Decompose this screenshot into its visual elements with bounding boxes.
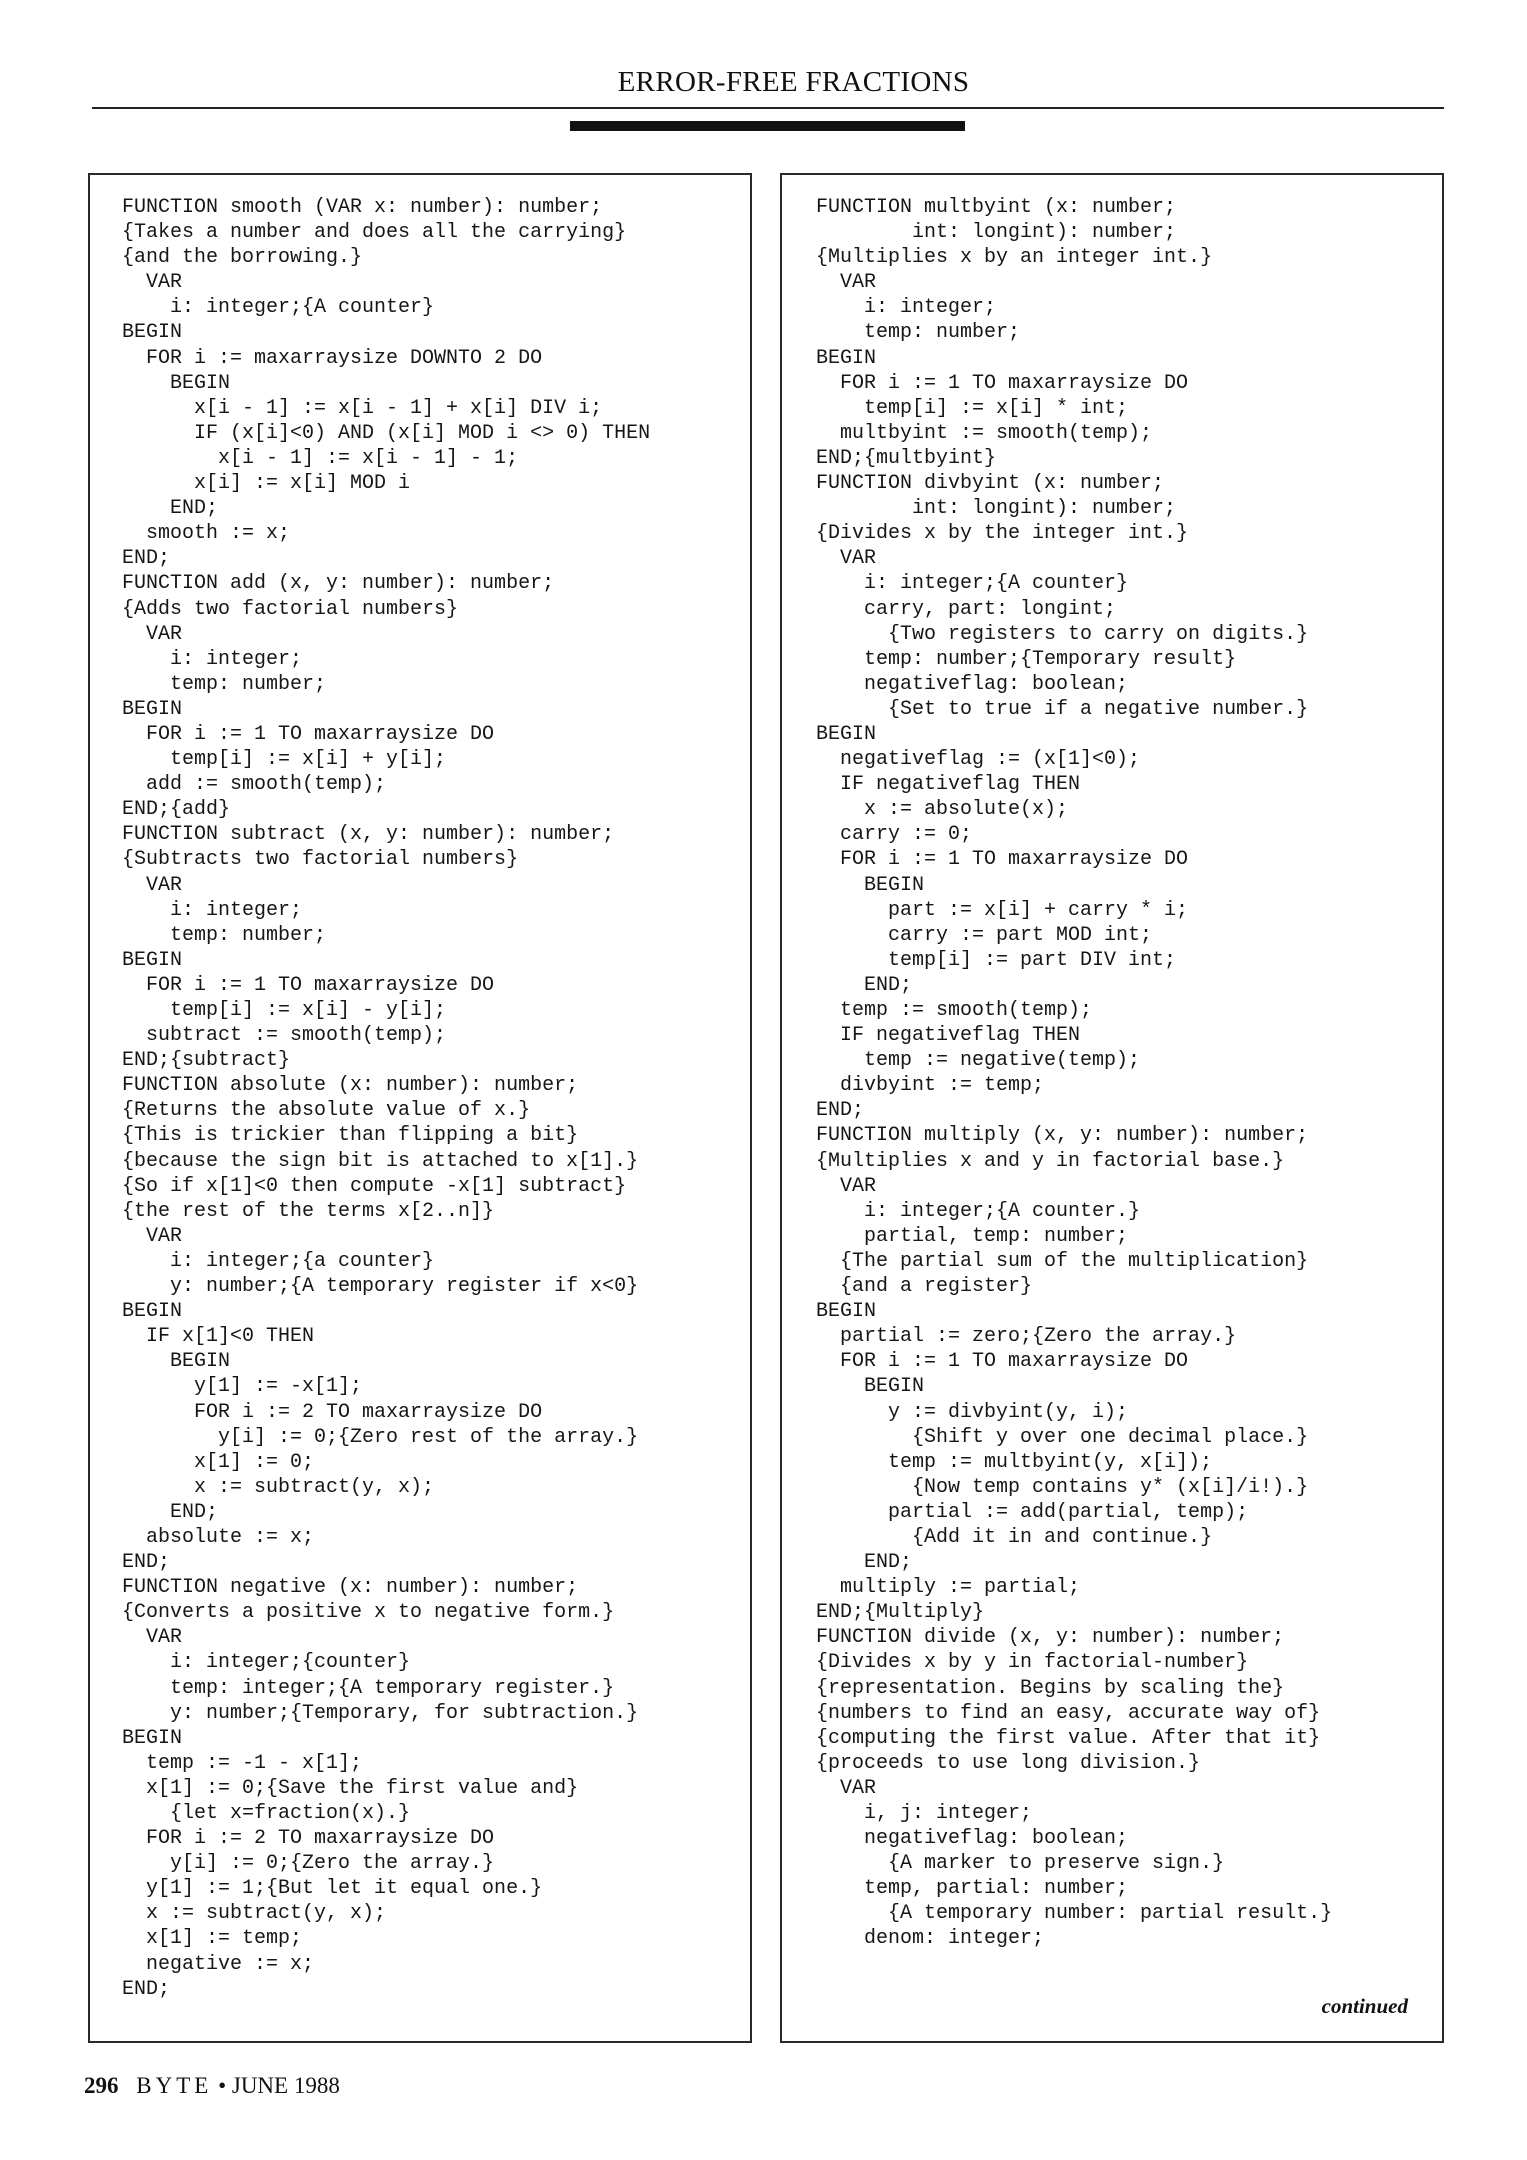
code-line: END;{add} <box>122 798 231 822</box>
code-line: {the rest of the terms x[2..n]} <box>122 1199 495 1223</box>
code-line: BEGIN <box>816 722 877 746</box>
code-line: temp: number;{Temporary result} <box>816 647 1237 671</box>
code-line: y[i] := 0;{Zero rest of the array.} <box>122 1425 639 1449</box>
code-line: i: integer;{A counter.} <box>816 1199 1141 1223</box>
code-line: FUNCTION subtract (x, y: number): number; <box>122 823 615 847</box>
code-line: END; <box>122 1500 219 1524</box>
continued-label: continued <box>1321 1994 1408 2018</box>
code-line: {let x=fraction(x).} <box>122 1802 411 1825</box>
code-line: END;{Multiply} <box>816 1601 985 1625</box>
code-line: FOR i := 1 TO maxarraysize DO <box>122 973 495 997</box>
code-line: y: number;{A temporary register if x<0} <box>122 1275 639 1299</box>
code-line: x := subtract(y, x); <box>122 1902 387 1926</box>
code-line: FOR i := 1 TO maxarraysize DO <box>816 371 1189 395</box>
header-accent-bar <box>570 121 965 131</box>
code-line: {numbers to find an easy, accurate way of} <box>816 1701 1321 1725</box>
code-line: divbyint := temp; <box>816 1074 1045 1098</box>
code-line: smooth := x; <box>122 522 291 546</box>
code-line: partial := zero;{Zero the array.} <box>816 1325 1237 1349</box>
code-line: FUNCTION multbyint (x: number; <box>816 196 1177 219</box>
issue-date: JUNE 1988 <box>231 2073 340 2098</box>
code-line: temp := multbyint(y, x[i]); <box>816 1450 1213 1474</box>
code-line: int: longint): number; <box>816 221 1177 245</box>
code-line: int: longint): number; <box>816 497 1177 521</box>
code-line: i: integer;{counter} <box>122 1651 411 1675</box>
code-line: END; <box>816 1551 913 1575</box>
code-line: IF (x[i]<0) AND (x[i] MOD i <> 0) THEN <box>122 421 651 445</box>
page-title: ERROR-FREE FRACTIONS <box>617 66 970 98</box>
code-line: {Set to true if a negative number.} <box>816 697 1309 721</box>
code-line: i: integer; <box>122 898 303 922</box>
code-line: part := x[i] + carry * i; <box>816 898 1189 922</box>
code-line: x[i - 1] := x[i - 1] - 1; <box>122 446 519 470</box>
code-line: temp := -1 - x[1]; <box>122 1751 363 1775</box>
code-line: {Subtracts two factorial numbers} <box>122 848 519 872</box>
page-number: 296 <box>84 2073 119 2098</box>
code-line: VAR <box>122 271 183 295</box>
code-line: VAR <box>816 1776 877 1800</box>
code-line: {The partial sum of the multiplication} <box>816 1249 1309 1273</box>
code-line: {Multiplies x by an integer int.} <box>816 246 1213 270</box>
code-line: END; <box>122 547 171 571</box>
code-line: BEGIN <box>816 346 877 370</box>
code-line: END;{subtract} <box>122 1049 291 1073</box>
code-line: END; <box>816 973 913 997</box>
code-line: temp: integer;{A temporary register.} <box>122 1676 615 1700</box>
code-line: y := divbyint(y, i); <box>816 1400 1129 1424</box>
code-line: FOR i := 2 TO maxarraysize DO <box>122 1827 495 1851</box>
code-line: {Add it in and continue.} <box>816 1525 1213 1549</box>
code-line: {proceeds to use long division.} <box>816 1751 1201 1775</box>
code-line: negativeflag: boolean; <box>816 672 1129 696</box>
code-line: add := smooth(temp); <box>122 773 387 797</box>
code-line: y: number;{Temporary, for subtraction.} <box>122 1701 639 1725</box>
code-line: i: integer; <box>816 296 997 320</box>
code-line: x[i - 1] := x[i - 1] + x[i] DIV i; <box>122 396 603 420</box>
code-listing-right-panel <box>780 173 1444 2043</box>
code-line: partial, temp: number; <box>816 1224 1129 1248</box>
code-line: i: integer;{A counter} <box>816 572 1129 596</box>
code-line: FOR i := 1 TO maxarraysize DO <box>816 1350 1189 1374</box>
code-line: BEGIN <box>122 321 183 345</box>
code-line: i, j: integer; <box>816 1802 1033 1825</box>
code-line: {So if x[1]<0 then compute -x[1] subtract} <box>122 1174 627 1198</box>
code-line: partial := add(partial, temp); <box>816 1500 1249 1524</box>
code-line: VAR <box>816 547 877 571</box>
code-line: {Takes a number and does all the carrying} <box>122 221 627 245</box>
code-line: {This is trickier than flipping a bit} <box>122 1124 579 1148</box>
code-line: temp[i] := x[i] - y[i]; <box>122 999 447 1022</box>
code-line: BEGIN <box>816 873 925 897</box>
code-line: y[i] := 0;{Zero the array.} <box>122 1852 495 1876</box>
code-line: IF negativeflag THEN <box>816 773 1081 797</box>
code-line: temp: number; <box>816 321 1021 345</box>
code-line: i: integer;{A counter} <box>122 296 435 320</box>
code-line: subtract := smooth(temp); <box>122 1024 447 1048</box>
code-line: {because the sign bit is attached to x[1].} <box>122 1149 639 1173</box>
code-line: i: integer; <box>122 647 303 671</box>
code-line: multbyint := smooth(temp); <box>816 421 1153 445</box>
code-line: {computing the first value. After that it} <box>816 1726 1321 1750</box>
code-line: {representation. Begins by scaling the} <box>816 1676 1285 1700</box>
code-line: {Divides x by y in factorial-number} <box>816 1651 1249 1675</box>
code-line: temp := smooth(temp); <box>816 999 1093 1022</box>
code-line: temp: number; <box>122 923 327 947</box>
footer-separator: • <box>218 2073 227 2098</box>
code-line: BEGIN <box>122 948 183 972</box>
code-line: END; <box>122 1551 171 1575</box>
code-line: {A marker to preserve sign.} <box>816 1852 1225 1876</box>
code-line: FUNCTION add (x, y: number): number; <box>122 572 555 596</box>
header-rule <box>92 107 1444 109</box>
code-line: absolute := x; <box>122 1525 315 1549</box>
code-line: BEGIN <box>122 1726 183 1750</box>
code-line: BEGIN <box>122 371 231 395</box>
code-line: multiply := partial; <box>816 1576 1081 1600</box>
page-footer <box>84 2073 340 2099</box>
code-listing-left <box>122 195 650 2002</box>
code-line: temp, partial: number; <box>816 1877 1129 1901</box>
code-line: BEGIN <box>122 1350 231 1374</box>
code-line: {Two registers to carry on digits.} <box>816 622 1309 646</box>
code-line: {Converts a positive x to negative form.} <box>122 1601 615 1625</box>
code-listing-left-panel <box>88 173 752 2043</box>
code-line: {A temporary number: partial result.} <box>816 1902 1333 1926</box>
code-line: FOR i := 2 TO maxarraysize DO <box>122 1400 543 1424</box>
code-line: x := subtract(y, x); <box>122 1475 435 1499</box>
code-line: FUNCTION divbyint (x: number; <box>816 472 1165 496</box>
code-line: VAR <box>122 873 183 897</box>
code-line: {Adds two factorial numbers} <box>122 597 459 621</box>
code-line: BEGIN <box>816 1300 877 1324</box>
code-line: {Shift y over one decimal place.} <box>816 1425 1309 1449</box>
code-line: FUNCTION multiply (x, y: number): number; <box>816 1124 1309 1148</box>
code-line: BEGIN <box>122 1300 183 1324</box>
code-line: y[1] := -x[1]; <box>122 1375 363 1399</box>
code-line: END; <box>122 497 219 521</box>
code-line: {Now temp contains y* (x[i]/i!).} <box>816 1475 1309 1499</box>
code-line: x[1] := 0;{Save the first value and} <box>122 1776 579 1800</box>
code-line: y[1] := 1;{But let it equal one.} <box>122 1877 543 1901</box>
code-line: FOR i := 1 TO maxarraysize DO <box>816 848 1189 872</box>
code-line: FUNCTION smooth (VAR x: number): number; <box>122 196 603 219</box>
code-line: x[i] := x[i] MOD i <box>122 472 411 496</box>
code-line: FOR i := 1 TO maxarraysize DO <box>122 722 495 746</box>
code-line: END; <box>816 1099 865 1123</box>
code-line: temp[i] := x[i] * int; <box>816 396 1129 420</box>
code-line: denom: integer; <box>816 1927 1045 1951</box>
code-line: temp[i] := part DIV int; <box>816 948 1177 972</box>
code-line: carry := part MOD int; <box>816 923 1153 947</box>
code-line: IF negativeflag THEN <box>816 1024 1081 1048</box>
code-line: VAR <box>122 1224 183 1248</box>
code-line: temp[i] := x[i] + y[i]; <box>122 748 447 772</box>
magazine-name: BYTE <box>136 2073 213 2098</box>
code-line: carry := 0; <box>816 823 973 847</box>
code-line: i: integer;{a counter} <box>122 1249 435 1273</box>
code-line: FUNCTION absolute (x: number): number; <box>122 1074 579 1098</box>
code-line: temp := negative(temp); <box>816 1049 1141 1073</box>
code-line: negativeflag := (x[1]<0); <box>816 748 1141 772</box>
code-line: FUNCTION divide (x, y: number): number; <box>816 1626 1285 1650</box>
code-line: {Returns the absolute value of x.} <box>122 1099 531 1123</box>
code-line: carry, part: longint; <box>816 597 1117 621</box>
code-line: negative := x; <box>122 1952 315 1976</box>
code-line: temp: number; <box>122 672 327 696</box>
code-line: x := absolute(x); <box>816 798 1069 822</box>
code-line: VAR <box>122 1626 183 1650</box>
code-line: {Divides x by the integer int.} <box>816 522 1189 546</box>
code-line: x[1] := temp; <box>122 1927 303 1951</box>
code-line: BEGIN <box>122 697 183 721</box>
code-line: VAR <box>816 1174 877 1198</box>
code-line: x[1] := 0; <box>122 1450 315 1474</box>
code-line: VAR <box>816 271 877 295</box>
code-line: IF x[1]<0 THEN <box>122 1325 315 1349</box>
code-line: END; <box>122 1977 171 2001</box>
code-line: {Multiplies x and y in factorial base.} <box>816 1149 1285 1173</box>
code-line: FUNCTION negative (x: number): number; <box>122 1576 579 1600</box>
code-line: FOR i := maxarraysize DOWNTO 2 DO <box>122 346 543 370</box>
code-line: negativeflag: boolean; <box>816 1827 1129 1851</box>
code-line: VAR <box>122 622 183 646</box>
code-line: END;{multbyint} <box>816 446 997 470</box>
code-line: {and the borrowing.} <box>122 246 363 270</box>
code-line: BEGIN <box>816 1375 925 1399</box>
code-line: {and a register} <box>816 1275 1033 1299</box>
code-listing-right <box>816 195 1332 1952</box>
